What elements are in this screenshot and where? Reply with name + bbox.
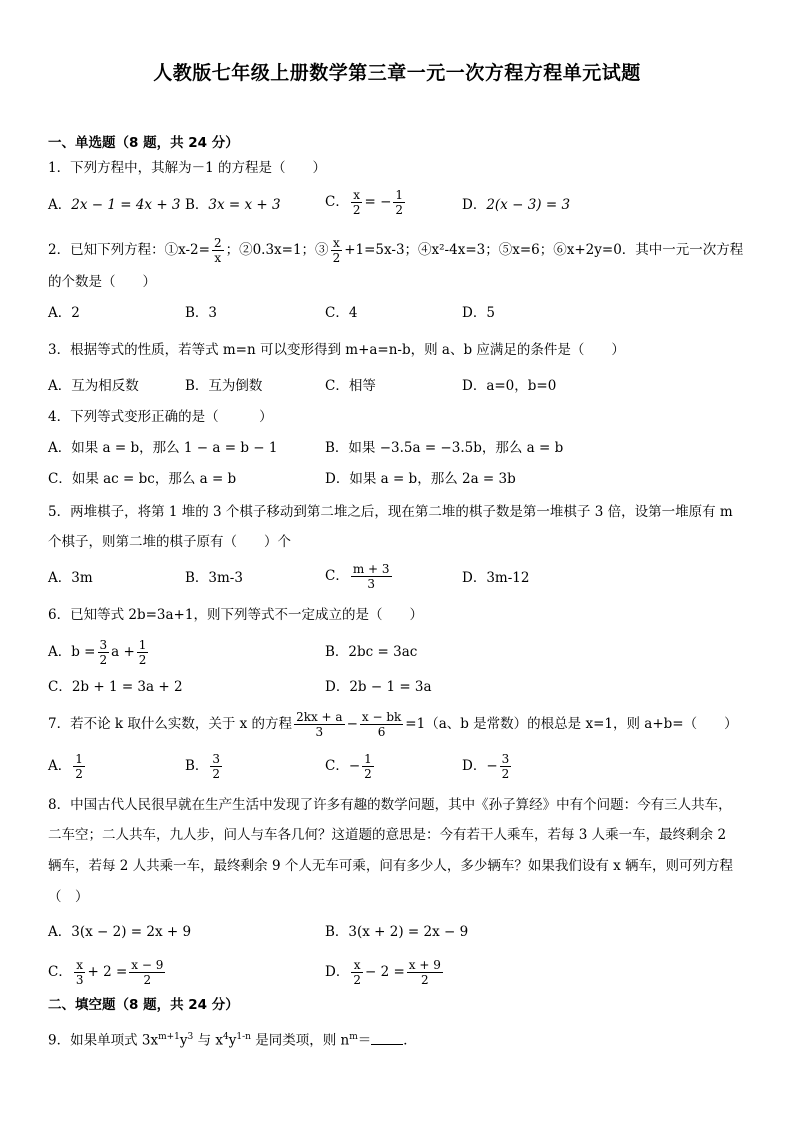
q3-option-d: D．a=0，b=0 [462, 378, 557, 394]
question-4-stem: 4．下列等式变形正确的是（ ） [48, 409, 273, 425]
q1-option-c: C． $\frac{x}{2}$ = − $\frac{1}{2}$ [325, 188, 404, 217]
question-5-stem-cont: 个棋子，则第二堆的棋子原有（ ）个 [48, 534, 291, 550]
section-heading-fill-blank: 二、填空题（8 题，共 24 分） [48, 997, 239, 1013]
q5-option-b: B．3m-3 [185, 570, 243, 586]
question-7-stem: 7．若不论 k 取什么实数，关于 x 的方程 $\frac{2kx + a}{3}$ − $\frac{x - bk}{6}$ =1（a、b 是常数）的根总是 x=1，则 a+b=（ ） [48, 710, 738, 739]
q6-option-d: D．2b − 1 = 3a [325, 679, 432, 695]
q1-option-a: A．2x − 1 = 4x + 3 [48, 197, 181, 213]
q2-option-c: C．4 [325, 305, 358, 321]
q8-option-a: A．3(x − 2) = 2x + 9 [48, 924, 192, 940]
question-8-stem-cont-2: 辆车，若每 2 人共乘一车，最终剩余 9 个人无车可乘，问有多少人，多少辆车？如果我们设有 x 辆车，则可列方程 [48, 858, 734, 874]
question-5-stem: 5．两堆棋子，将第 1 堆的 3 个棋子移动到第二堆之后，现在第二堆的棋子数是第一堆棋子 3 倍，设第一堆原有 m [48, 504, 733, 520]
question-6-stem: 6．已知等式 2b=3a+1，则下列等式不一定成立的是（ ） [48, 607, 423, 623]
question-9-stem: 9．如果单项式 $3x^{m+1}y^3$ 与 $x^4y^{1-n}$ 是同类项，则 $n^m=$ ． [48, 1032, 417, 1049]
q7-option-c: C．− $\frac{1}{2}$ [325, 752, 372, 781]
question-8-stem-cont-3: （ ） [48, 889, 89, 905]
q6-option-a: A．b = $\frac{3}{2}$ a + $\frac{1}{2}$ [48, 638, 147, 667]
q4-option-d: D．如果 a = b，那么 2a = 3b [325, 471, 516, 487]
q3-option-b: B．互为倒数 [185, 378, 263, 394]
question-2-stem-cont: 的个数是（ ） [48, 274, 156, 290]
q5-option-c: C． $\frac{m + 3}{3}$ [325, 562, 390, 591]
q1-option-d: D．2(x − 3) = 3 [462, 197, 571, 213]
q2-option-a: A．2 [48, 305, 80, 321]
q3-option-a: A．互为相反数 [48, 378, 139, 394]
q2-option-d: D．5 [462, 305, 495, 321]
q4-option-a: A．如果 a = b，那么 1 − a = b − 1 [48, 440, 278, 456]
answer-blank[interactable] [371, 1032, 403, 1045]
q4-option-b: B．如果 −3.5a = −3.5b，那么 a = b [325, 440, 564, 456]
question-2-stem: 2．已知下列方程：①x-2= $\frac{2}{x}$ ；②0.3x=1；③ $\frac{x}{2}$ +1=5x-3；④x²-4x=3；⑤x=6；⑥x+2y=0．其中一元一次方程 [48, 236, 744, 265]
q7-option-b: B． $\frac{3}{2}$ [185, 752, 221, 781]
page-title: 人教版七年级上册数学第三章一元一次方程方程单元试题 [153, 62, 641, 84]
q7-option-a: A． $\frac{1}{2}$ [48, 752, 83, 781]
q8-option-d: D． $\frac{x}{2}$ − 2 = $\frac{x + 9}{2}$ [325, 958, 441, 987]
q6-option-b: B．2bc = 3ac [325, 644, 418, 660]
q7-option-d: D．− $\frac{3}{2}$ [462, 752, 510, 781]
question-1-stem: 1．下列方程中，其解为－1 的方程是（ ） [48, 160, 326, 176]
q5-option-a: A．3m [48, 570, 93, 586]
q5-option-d: D．3m-12 [462, 570, 530, 586]
section-heading-single-choice: 一、单选题（8 题，共 24 分） [48, 135, 239, 151]
q3-option-c: C．相等 [325, 378, 376, 394]
q8-option-b: B．3(x + 2) = 2x − 9 [325, 924, 469, 940]
question-8-stem: 8．中国古代人民很早就在生产生活中发现了许多有趣的数学问题，其中《孙子算经》中有个问题：今有三人共车， [48, 797, 732, 813]
question-3-stem: 3．根据等式的性质，若等式 m=n 可以变形得到 m+a=n-b，则 a、b 应满足的条件是（ ） [48, 342, 625, 358]
question-8-stem-cont-1: 二车空；二人共车，九人步，问人与车各几何？这道题的意思是：今有若干人乘车，若每 3 人乘一车，最终剩余 2 [48, 827, 727, 843]
q1-option-b: B．3x = x + 3 [185, 197, 281, 213]
q8-option-c: C． $\frac{x}{3}$ + 2 = $\frac{x - 9}{2}$ [48, 958, 164, 987]
q4-option-c: C．如果 ac = bc，那么 a = b [48, 471, 237, 487]
q6-option-c: C．2b + 1 = 3a + 2 [48, 679, 183, 695]
q2-option-b: B．3 [185, 305, 218, 321]
